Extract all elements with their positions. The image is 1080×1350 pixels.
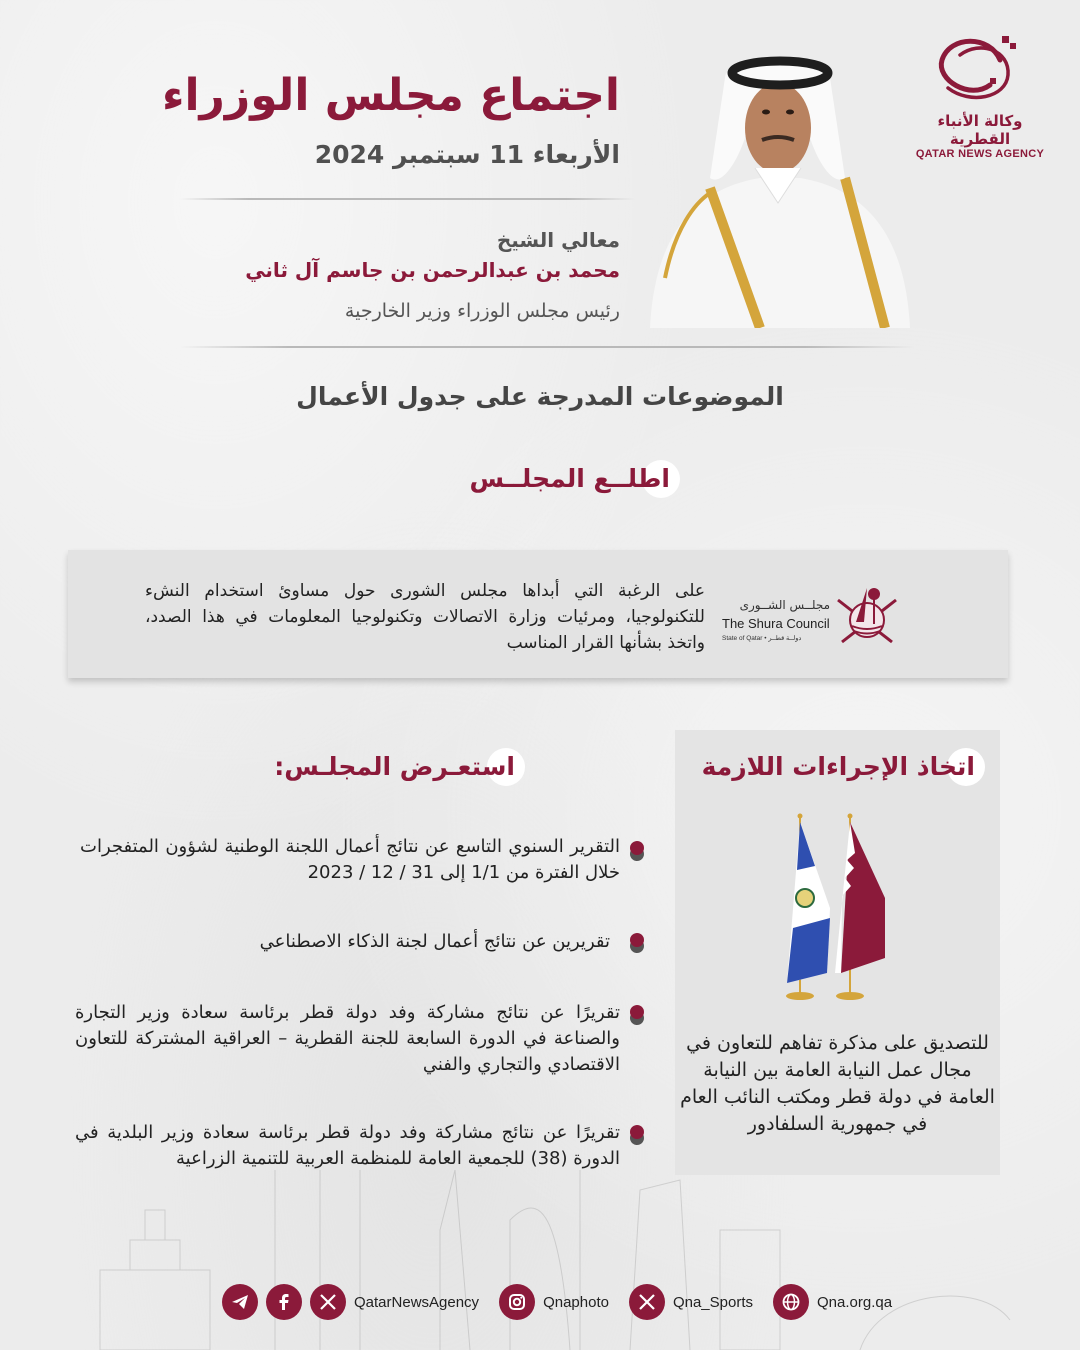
divider [180,198,635,200]
list-item: تقريرين عن نتائج أعمال لجنة الذكاء الاصطناعي [259,931,610,952]
list-item: تقريرًا عن نتائج مشاركة وفد دولة قطر برئاسة سعادة وزير البلدية في الدورة (38) للجمعية العامة للمنظمة العربية للتنمية الزراعية [75,1122,620,1169]
meeting-date: الأربعاء 11 سبتمبر 2024 [314,140,620,169]
bullet-icon [630,933,644,953]
brand-name-en: QATAR NEWS AGENCY [915,148,1045,160]
shura-subtitle: State of Qatar • دولــة قطــر [722,635,802,642]
website-link[interactable]: Qna.org.qa [817,1293,893,1311]
actions-text: للتصديق على مذكرة تفاهم للتعاون في مجال عمل النيابة العامة بين النيابة العامة في دولة قطر ومكتب النائب العام في جمهورية السلفادور [680,1032,995,1135]
qna-emblem-icon [930,30,1030,110]
telegram-icon[interactable] [222,1284,258,1320]
review-section-title: استعـرض المجلـس: [274,752,515,781]
list-item: تقريرًا عن نتائج مشاركة وفد دولة قطر برئاسة سعادة وزير التجارة والصناعة في الدورة السابعة للجنة القطرية – العراقية المشتركة للتعاون الاقتصادي والتجاري والفني [75,1002,620,1075]
qatar-emblem-icon [834,580,900,648]
social-handle[interactable]: Qna_Sports [672,1293,753,1311]
social-handle[interactable]: QatarNewsAgency [354,1293,480,1311]
x-icon[interactable] [629,1284,665,1320]
list-item: التقرير السنوي التاسع عن نتائج أعمال اللجنة الوطنية لشؤون المتفجرات خلال الفترة من 1/1 إلى 31 / 12 / 2023 [80,836,620,883]
social-footer [222,1284,904,1320]
brand-name-ar: وكالة الأنباء القطرية [937,112,1023,148]
shura-name-en: The Shura Council [722,616,830,631]
skyline-decoration [0,1170,1080,1350]
qna-logo [905,30,1055,160]
actions-section-title: اتخاذ الإجراءات اللازمة [702,752,975,781]
page-title: اجتماع مجلس الوزراء [161,70,620,121]
globe-icon[interactable] [773,1284,809,1320]
chair-honorific: معالي الشيخ [496,228,620,252]
bullet-icon [630,1005,644,1025]
divider [180,346,915,348]
chair-portrait [640,28,915,328]
bullet-icon [630,841,644,861]
shura-council-logo [722,580,902,650]
facebook-icon[interactable] [266,1284,302,1320]
shura-name-ar: مجلــس الشــورى [739,598,830,612]
briefing-text: على الرغبة التي أبداها مجلس الشورى حول مساوئ استخدام النشء للتكنولوجيا، ومرئيات وزارة الاتصالات وتكنولوجيا المعلومات في هذا الصدد، واتخذ بشأنها القرار المناسب [145,581,705,653]
x-icon[interactable] [310,1284,346,1320]
briefing-section-title: اطلــع المجلــس [469,464,670,493]
social-handle[interactable]: Qnaphoto [543,1293,609,1311]
bullet-icon [630,1125,644,1145]
agenda-heading: الموضوعات المدرجة على جدول الأعمال [296,382,784,411]
flags-image [775,808,905,1003]
chair-role: رئيس مجلس الوزراء وزير الخارجية [344,300,620,322]
chair-name: محمد بن عبدالرحمن بن جاسم آل ثاني [245,258,620,282]
instagram-icon[interactable] [499,1284,535,1320]
